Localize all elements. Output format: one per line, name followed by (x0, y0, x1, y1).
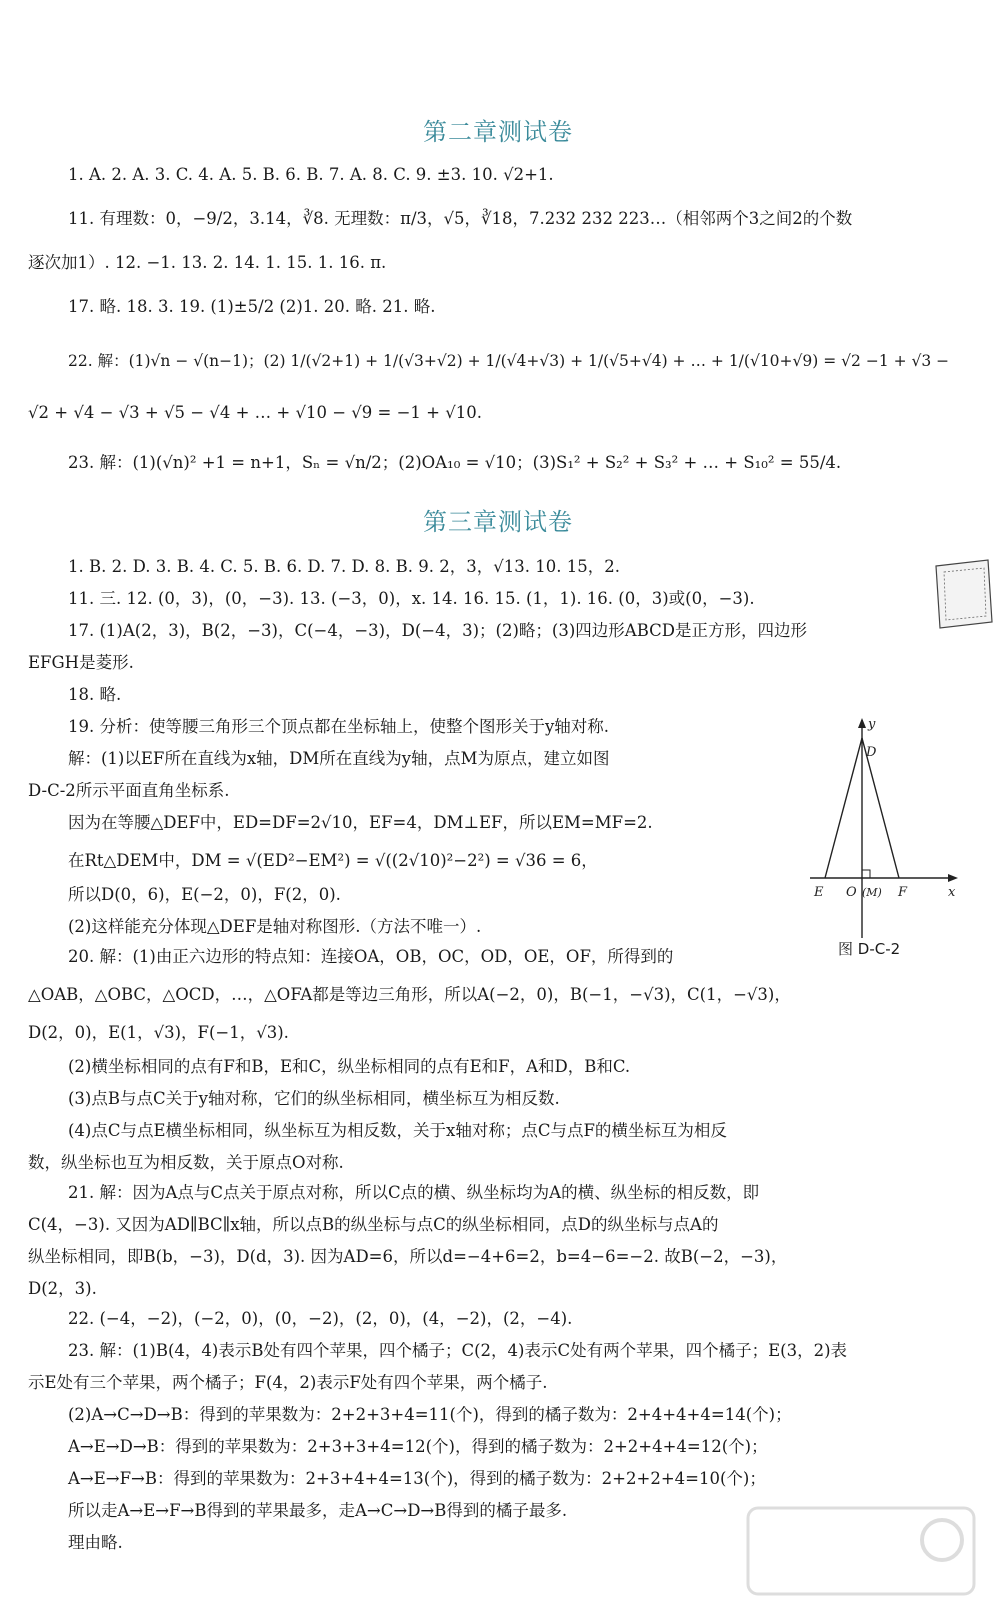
ch3-line-17: (3)点B与点C关于y轴对称，它们的纵坐标相同，横坐标互为相反数. (68, 1089, 560, 1108)
ch3-line-1: 1. B. 2. D. 3. B. 4. C. 5. B. 6. D. 7. D. 8. B. 9. 2，3，√13. 10. 15，2. (68, 557, 620, 576)
ch3-line-16: (2)横坐标相同的点有F和B，E和C，纵坐标相同的点有E和F，A和D，B和C. (68, 1057, 631, 1076)
ch3-line-2: 11. 三. 12. (0，3)，(0，−3). 13. (−3，0)，x. 14. 16. 15. (1，1). 16. (0，3)或(0，−3). (68, 589, 755, 608)
ch3-line-31: 理由略. (68, 1533, 123, 1552)
chapter3-title: 第三章测试卷 (423, 508, 573, 536)
ch3-line-12: (2)这样能充分体现△DEF是轴对称图形.（方法不唯一）. (68, 917, 482, 936)
ch2-line-4: 17. 略. 18. 3. 19. (1)±5/2 (2)1. 20. 略. 21. 略. (68, 297, 436, 316)
ch3-line-19: 数，纵坐标也互为相反数，关于原点O对称. (28, 1153, 344, 1172)
chapter2-title: 第二章测试卷 (423, 118, 573, 146)
ch3-line-10: 在Rt△DEM中，DM = √(ED²−EM²) = √((2√10)²−2²) = √36 = 6， (68, 851, 598, 870)
ch2-line-5: 22. 解：(1)√n − √(n−1)；(2) 1/(√2+1) + 1/(√3+√2) + 1/(√4+√3) + 1/(√5+√4) + … + 1/(√10+√9) = √2 −1 + √3 − (68, 352, 950, 370)
ch3-line-28: A→E→D→B：得到的苹果数为：2+3+3+4=12(个)，得到的橘子数为：2+2+4+4=12(个)； (68, 1437, 768, 1456)
ch3-line-9: 因为在等腰△DEF中，ED=DF=2√10，EF=4，DM⊥EF，所以EM=MF=2. (68, 813, 653, 832)
label-m: (M) (862, 886, 882, 899)
label-x: x (948, 885, 956, 900)
ch3-line-22: 纵坐标相同，即B(b，−3)，D(d，3). 因为AD=6，所以d=−4+6=2，b=4−6=−2. 故B(−2，−3)， (28, 1247, 788, 1266)
ch3-line-25: 23. 解：(1)B(4，4)表示B处有四个苹果，四个橘子；C(2，4)表示C处有两个苹果，四个橘子；E(3，2)表 (68, 1341, 848, 1360)
ch3-line-5: 18. 略. (68, 685, 122, 704)
label-o: O (846, 885, 857, 900)
ch3-line-26: 示E处有三个苹果，两个橘子；F(4，2)表示F处有四个苹果，两个橘子. (28, 1373, 548, 1392)
figure-caption: 图 D-C-2 (838, 940, 901, 958)
ch3-line-15: D(2，0)，E(1，√3)，F(−1，√3). (28, 1023, 289, 1042)
ch2-line-6: √2 + √4 − √3 + √5 − √4 + … + √10 − √9 = −1 + √10. (28, 403, 482, 422)
ch2-line-7: 23. 解：(1)(√n)² +1 = n+1，Sₙ = √n/2；(2)OA₁₀ = √10；(3)S₁² + S₂² + S₃² + … + S₁₀² = 55/4. (68, 453, 842, 472)
x-arrow-icon (948, 874, 958, 882)
ch3-line-27: (2)A→C→D→B：得到的苹果数为：2+2+3+4=11(个)，得到的橘子数为：2+4+4+4=14(个)； (68, 1405, 792, 1424)
figure-d-c-2 (810, 718, 960, 948)
label-f: F (898, 885, 908, 900)
ch3-line-30: 所以走A→E→F→B得到的苹果最多，走A→C→D→B得到的橘子最多. (68, 1501, 568, 1520)
label-e: E (814, 885, 824, 900)
ch3-line-13: 20. 解：(1)由正六边形的特点知：连接OA，OB，OC，OD，OE，OF，所得到的 (68, 947, 674, 966)
ch2-line-2: 11. 有理数：0，−9/2，3.14，∛8. 无理数：π/3，√5，∛18，7.232 232 223…（相邻两个3之间2的个数 (68, 209, 853, 228)
ch3-line-14: △OAB，△OBC，△OCD，…，△OFA都是等边三角形，所以A(−2，0)，B(−1，−√3)，C(1，−√3)， (28, 985, 791, 1004)
ch2-line-1: 1. A. 2. A. 3. C. 4. A. 5. B. 6. B. 7. A. 8. C. 9. ±3. 10. √2+1. (68, 165, 554, 184)
ch3-line-11: 所以D(0，6)，E(−2，0)，F(2，0). (68, 885, 341, 904)
ch2-line-3: 逐次加1）. 12. −1. 13. 2. 14. 1. 15. 1. 16. π. (28, 253, 387, 272)
right-angle-mark (862, 870, 870, 878)
label-y: y (868, 718, 876, 732)
ch3-line-23: D(2，3). (28, 1279, 97, 1298)
segment-ed (825, 738, 862, 878)
ch3-line-29: A→E→F→B：得到的苹果数为：2+3+4+4=13(个)，得到的橘子数为：2+2+2+4=10(个)； (68, 1469, 766, 1488)
stamp-logo (930, 556, 994, 630)
ch3-line-18: (4)点C与点E横坐标相同，纵坐标互为相反数，关于x轴对称；点C与点F的横坐标互为相反 (68, 1121, 727, 1140)
label-d: D (866, 745, 877, 760)
ch3-line-6: 19. 分析：使等腰三角形三个顶点都在坐标轴上，使整个图形关于y轴对称. (68, 717, 610, 736)
y-arrow-icon (858, 718, 866, 728)
watermark-logo (746, 1506, 976, 1596)
ch3-line-4: EFGH是菱形. (28, 653, 134, 672)
ch3-line-8: D-C-2所示平面直角坐标系. (28, 781, 230, 800)
ch3-line-3: 17. (1)A(2，3)，B(2，−3)，C(−4，−3)，D(−4，3)；(2)略；(3)四边形ABCD是正方形，四边形 (68, 621, 807, 640)
ch3-line-24: 22. (−4，−2)，(−2，0)，(0，−2)，(2，0)，(4，−2)，(2，−4). (68, 1309, 573, 1328)
ch3-line-21: C(4，−3). 又因为AD∥BC∥x轴，所以点B的纵坐标与点C的纵坐标相同，点D的纵坐标与点A的 (28, 1215, 719, 1234)
ch3-line-20: 21. 解：因为A点与C点关于原点对称，所以C点的横、纵坐标均为A的横、纵坐标的相反数，即 (68, 1183, 760, 1202)
ch3-line-7: 解：(1)以EF所在直线为x轴，DM所在直线为y轴，点M为原点，建立如图 (68, 749, 610, 768)
